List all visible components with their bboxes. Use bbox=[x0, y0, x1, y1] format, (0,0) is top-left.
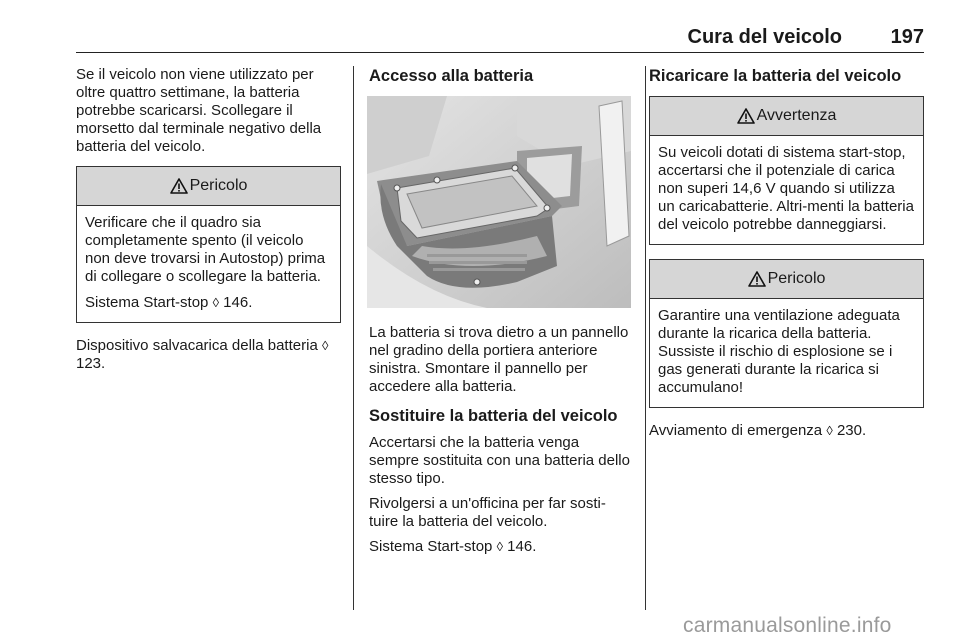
image-caption: La batteria si trova dietro a un pannello nel gradino della portiera anteriore sinistra. Smontare il pannello per accedere alla batteria. bbox=[369, 324, 629, 395]
warning-box bbox=[649, 96, 924, 245]
emergency-start-reference: Avviamento di emergenza ◊ 230. bbox=[649, 422, 867, 439]
cross-reference-icon: ◊ bbox=[321, 338, 329, 353]
cross-reference-icon: ◊ bbox=[826, 423, 833, 438]
warning-triangle-icon bbox=[170, 178, 188, 194]
danger-box-title: Pericolo bbox=[189, 177, 248, 194]
danger-box-header bbox=[650, 260, 923, 299]
warning-triangle-icon bbox=[748, 271, 766, 287]
danger-box bbox=[76, 166, 341, 323]
section-title: Cura del veicolo bbox=[687, 26, 842, 48]
battery-access-illustration bbox=[367, 96, 631, 308]
danger-box bbox=[649, 259, 924, 408]
column-1 bbox=[76, 66, 341, 380]
danger-box-text: Verificare che il quadro sia completamente spento (il veicolo non deve trovarsi in Autostop) prima di collegare o scollegare la batteria. bbox=[85, 214, 326, 285]
warning-box-title: Avvertenza bbox=[756, 107, 837, 124]
warning-triangle-icon bbox=[737, 108, 755, 124]
danger-box-reference: Sistema Start-stop ◊ 146. bbox=[85, 294, 253, 311]
warning-box-text: Su veicoli dotati di sistema start-stop, accertarsi che il potenziale di carica non superi 14,6 V quando si utilizza un caricabatterie. Altri-menti la batteria del veicolo potrebbe danneggiarsi. bbox=[658, 144, 914, 233]
start-stop-reference: Sistema Start-stop ◊ 146. bbox=[369, 538, 537, 555]
replace-paragraph-2: Rivolgersi a un'officina per far sosti-tuire la batteria del veicolo. bbox=[369, 495, 606, 530]
column-3 bbox=[649, 66, 924, 447]
column-divider-2 bbox=[645, 66, 646, 610]
column-divider-1 bbox=[353, 66, 354, 610]
danger-box-header bbox=[77, 167, 340, 206]
after-box-reference: Dispositivo salvacarica della batteria ◊ 123. bbox=[76, 337, 329, 372]
cross-reference-icon: ◊ bbox=[496, 539, 503, 554]
danger-box-text: Garantire una ventilazione adeguata durante la ricarica della batteria. Sussiste il rischio di esplosione se i gas generati durante la ricarica si accumulano! bbox=[658, 307, 900, 396]
section-heading: Ricaricare la batteria del veicolo bbox=[649, 67, 902, 85]
subsection-heading: Sostituire la batteria del veicolo bbox=[369, 407, 618, 425]
column-2 bbox=[369, 66, 633, 563]
page-header bbox=[76, 22, 924, 53]
intro-paragraph: Se il veicolo non viene utilizzato per oltre quattro settimane, la batteria potrebbe scaricarsi. Scollegare il morsetto dal terminale negativo della batteria del veicolo. bbox=[76, 66, 322, 155]
watermark: carmanualsonline.info bbox=[683, 614, 892, 637]
danger-box-title: Pericolo bbox=[767, 270, 826, 287]
cross-reference-icon: ◊ bbox=[212, 295, 219, 310]
warning-box-header bbox=[650, 97, 923, 136]
section-heading: Accesso alla batteria bbox=[369, 67, 534, 85]
page-number: 197 bbox=[890, 26, 924, 48]
replace-paragraph-1: Accertarsi che la batteria venga sempre sostituita con una batteria dello stesso tipo. bbox=[369, 434, 630, 487]
